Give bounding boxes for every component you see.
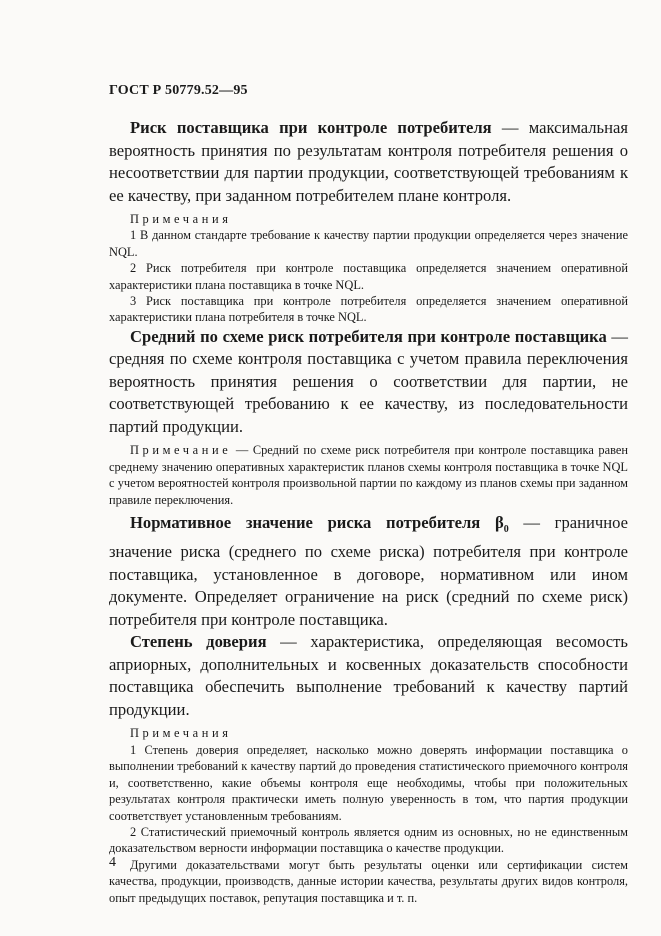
term-title: Средний по схеме риск потребителя при контроле поставщика <box>130 326 607 346</box>
page-number: 4 <box>109 855 116 870</box>
term-title: Степень доверия <box>130 632 267 652</box>
note-item: 1 В данном стандарте требование к качеству партии продукции определяется через значение NQL. <box>109 228 628 259</box>
note-item: 1 Степень доверия определяет, насколько можно доверять информации поставщика о выполнении требований к качеству партий до проведения статистического приемочного контроля и, соответственно, какие объемы контроля еще необходимы, чтобы при положительных результатах контроля практически иметь полную уверенность в том, что партия продукции соответствует установленным требованиям. <box>109 742 628 823</box>
notes-heading: Примечания <box>130 212 232 226</box>
definition-confidence-degree <box>109 631 628 721</box>
definition-text: — максимальная вероятность принятия по результатам контроля потребителя решения о несоответствии для партии продукции, соответствующей требованиям к ее качеству, при заданном потребителем плане контроля. <box>109 118 628 205</box>
definition-average-consumer-risk <box>109 326 628 439</box>
notes-heading: Примечания <box>130 726 232 741</box>
note-item: 2 Статистический приемочный контроль является одним из основных, но не единственным доказательством верности информации поставщика о качестве продукции. <box>109 824 628 856</box>
note-text: — Средний по схеме риск потребителя при контроле поставщика равен среднему значению оперативных характеристик планов схемы контроля поставщика в точке NQL с учетом вероятностей контроля произвольной партии по каждому из планов схемы при заданном правиле переключения. <box>109 443 628 507</box>
note-single <box>109 442 628 508</box>
term-title: Риск поставщика при контроле потребителя <box>130 118 492 137</box>
beta-subscript: 0 <box>503 523 509 535</box>
document-body <box>109 117 628 906</box>
note-label: Примечание <box>130 443 232 458</box>
document-header: ГОСТ Р 50779.52—95 <box>109 83 248 98</box>
note-item: 3 Риск поставщика при контроле потребителя определяется значением оперативной характеристики плана потребителя в точке NQL. <box>109 294 628 325</box>
definition-text: — средняя по схеме контроля поставщика с учетом правила переключения вероятность принятия решения о соответствии для партии, не соответствующей требованию к ее качеству, из последовательности партий продукции. <box>109 326 628 436</box>
definition-normative-risk <box>109 512 628 632</box>
note-item: Другими доказательствами могут быть результаты оценки или сертификации систем качества, продукции, производств, данные истории качества, результаты других видов контроля, опыт предыдущих поставок, репутация поставщика и т. п. <box>109 857 628 905</box>
definition-text: — граничное значение риска (среднего по схеме риска) потребителя при контроле поставщика, установленное в договоре, нормативном или ином документе. Определяет ограничение на риск (средний по схеме риск) потребителя при контроле поставщика. <box>109 512 628 629</box>
note-item: 2 Риск потребителя при контроле поставщика определяется значением оперативной характеристики плана поставщика в точке NQL. <box>109 261 628 292</box>
term-title: Нормативное значение риска потребителя β <box>130 512 504 532</box>
definition-supplier-risk <box>109 117 628 207</box>
definition-text: — характеристика, определяющая весомость априорных, дополнительных и косвенных доказательств способности поставщика обеспечить выполнение требований к качеству партий продукции. <box>109 632 628 719</box>
